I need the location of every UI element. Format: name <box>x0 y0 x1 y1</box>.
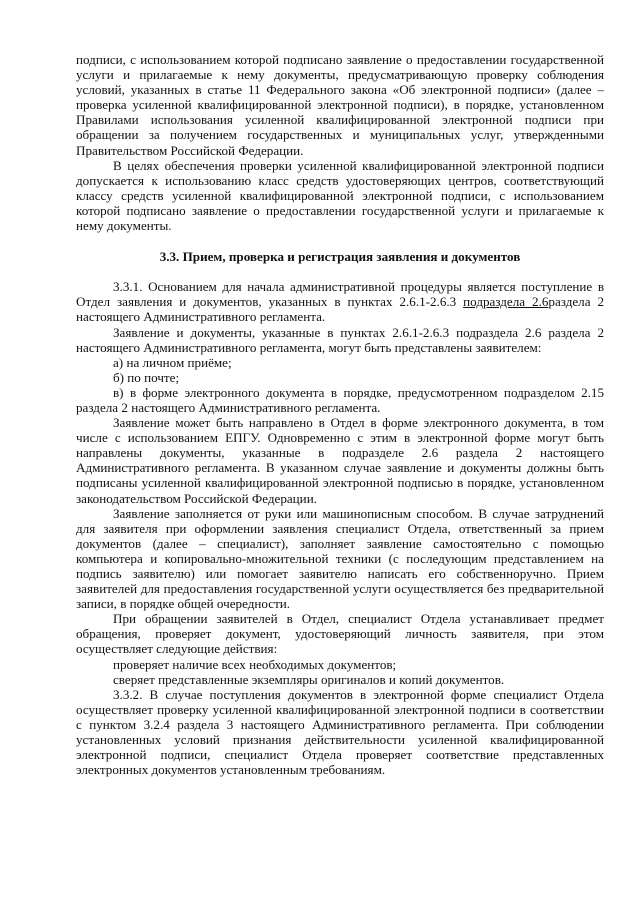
paragraph-certification-tools: В целях обеспечения проверки усиленной квалифицированной электронной подписи допускается к использованию класс средств удостоверяющих центров, соответствующий классу средств усиленной квалифицированной электронной подписи, с использованием которой подписано заявление о предоставлении государственной услуги и прилагаемые к нему документы. <box>76 157 604 234</box>
paragraph-specialist-actions: При обращении заявителей в Отдел, специалист Отдела устанавливает предмет обращения, проверяет документ, удостоверяющий личность заявителя, при этом осуществляет следующие действия: <box>76 611 604 657</box>
spacer <box>76 264 604 279</box>
paragraph-3-3-1-lead: 3.3.1. Основанием для начала административной процедуры является поступление в Отдел заявления и документов, указанных в пунктах 2.6.1-2.6.3 <box>76 279 604 310</box>
list-item-electronic: в) в форме электронного документа в порядке, предусмотренном подразделом 2.15 раздела 2 настоящего Административного регламента. <box>76 384 604 415</box>
paragraph-3-3-2: 3.3.2. В случае поступления документов в электронной форме специалист Отдела осуществляет проверку усиленной квалифицированной электронной подписи в соответствии с пунктом 3.2.4 раздела 3 настоящего Административного регламента. При соблюдении установленных условий признания действительности усиленной квалифицированной электронной подписи, специалист Отдела проверяет соответствие представленных электронных документов установленным требованиям. <box>76 686 604 778</box>
paragraph-submission-methods: Заявление и документы, указанные в пунктах 2.6.1-2.6.3 подраздела 2.6 раздела 2 настоящего Административного регламента, могут быть представлены заявителем: <box>76 324 604 355</box>
document-page <box>76 52 604 777</box>
list-item-in-person: а) на личном приёме; <box>113 354 232 370</box>
paragraph-3-3-1 <box>76 279 604 324</box>
paragraph-electronic-submission: Заявление может быть направлено в Отдел в форме электронного документа, в том числе с использованием ЕПГУ. Одновременно с этим в электронной форме могут быть направлены документы, указанные в подразделе 2.6 раздела 2 настоящего Административного регламента. В указанном случае заявление и документы должны быть подписаны усиленной квалифицированной электронной подписью в порядке, установленном законодательством Российской Федерации. <box>76 415 604 506</box>
action-item-compare-copies: сверяет представленные экземпляры оригиналов и копий документов. <box>113 671 505 687</box>
paragraph-3-3-1-tail: раздела 2 настоящего Административного регламента. <box>76 294 605 325</box>
list-item-by-mail: б) по почте; <box>113 369 180 385</box>
paragraph-signature-check: подписи, с использованием которой подписано заявление о предоставлении государственной услуги и прилагаемые к нему документы, предусматривающую проверку соблюдения условий, указанных в статье 11 Федерального закона «Об электронной подписи» (далее – проверка усиленной квалифицированной электронной подписи), в порядке, установленном Правилами использования усиленной квалифицированной электронной подписи при обращении за получением государственных и муниципальных услуг, утвержденными Правительством Российской Федерации. <box>76 52 604 158</box>
section-heading: 3.3. Прием, проверка и регистрация заявления и документов <box>159 249 521 265</box>
spacer <box>76 233 604 249</box>
action-item-check-documents: проверяет наличие всех необходимых документов; <box>113 656 397 672</box>
paragraph-filling-application: Заявление заполняется от руки или машинописным способом. В случае затруднений для заявителя при оформлении заявления специалист Отдела, ответственный за прием документов (далее – специалист), заполняет заявление самостоятельно с помощью компьютера и копировально-множительной техники (с последующим представлением на подпись заявителю) или помогает заявителю написать его собственноручно. Прием заявителей для предоставления государственной услуги осуществляется без предварительной записи, в порядке общей очередности. <box>76 505 604 612</box>
subsection-reference: подраздела 2.6 <box>463 294 549 310</box>
